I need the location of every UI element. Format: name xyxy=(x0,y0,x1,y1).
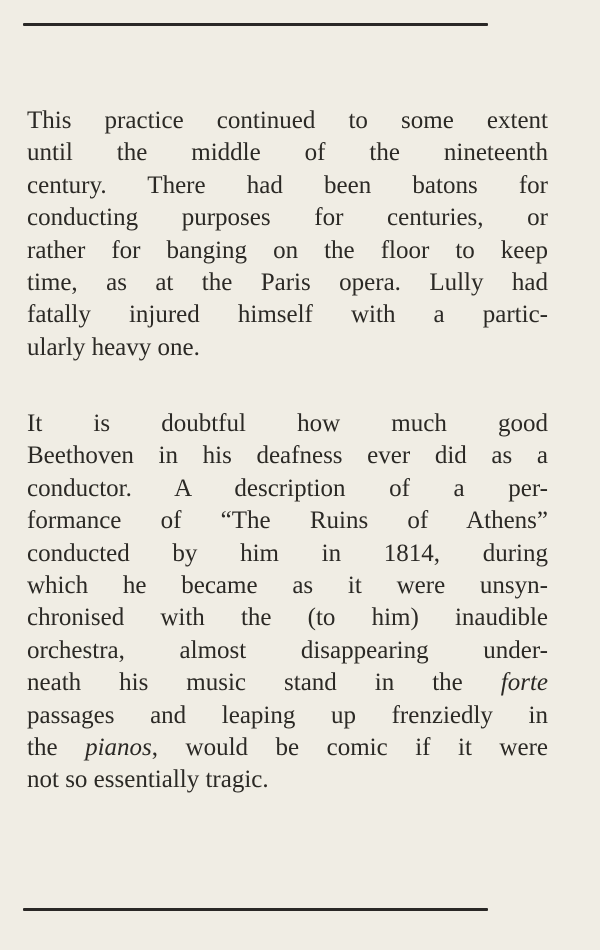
text-line: fatally injured himself with a partic- xyxy=(27,301,548,329)
text-line: Beethoven in his deafness ever did as a xyxy=(27,442,548,470)
text-run: neath his music stand in the xyxy=(27,669,501,697)
text-run: , would be comic if it were xyxy=(151,733,548,761)
text-line: orchestra, almost disappearing under- xyxy=(27,636,548,664)
italic-term-pianos: pianos xyxy=(85,733,152,761)
text-line xyxy=(27,667,548,699)
text-line: chronised with the (to him) inaudible xyxy=(27,604,548,632)
text-line: conducted by him in 1814, during xyxy=(27,539,548,567)
paragraph-2 xyxy=(27,408,548,797)
text-line: passages and leaping up frenziedly in xyxy=(27,701,548,729)
text-line: ularly heavy one. xyxy=(27,333,200,361)
italic-term-forte: forte xyxy=(500,669,548,697)
paragraph-1 xyxy=(27,105,548,364)
text-line: conductor. A description of a per- xyxy=(27,474,548,502)
text-line: until the middle of the nineteenth xyxy=(27,139,548,167)
text-run: the xyxy=(27,733,86,761)
top-rule xyxy=(23,23,488,26)
text-line: rather for banging on the floor to keep xyxy=(27,236,548,264)
text-line: It is doubtful how much good xyxy=(27,410,548,437)
text-line: conducting purposes for centuries, or xyxy=(27,204,548,232)
text-line xyxy=(27,732,548,764)
text-line: This practice continued to some extent xyxy=(27,107,548,134)
bottom-rule xyxy=(23,908,488,911)
text-line: formance of “The Ruins of Athens” xyxy=(27,507,548,535)
text-line: which he became as it were unsyn- xyxy=(27,571,548,599)
text-line: century. There had been batons for xyxy=(27,171,548,199)
text-line: not so essentially tragic. xyxy=(27,766,269,794)
text-line: time, as at the Paris opera. Lully had xyxy=(27,268,548,296)
